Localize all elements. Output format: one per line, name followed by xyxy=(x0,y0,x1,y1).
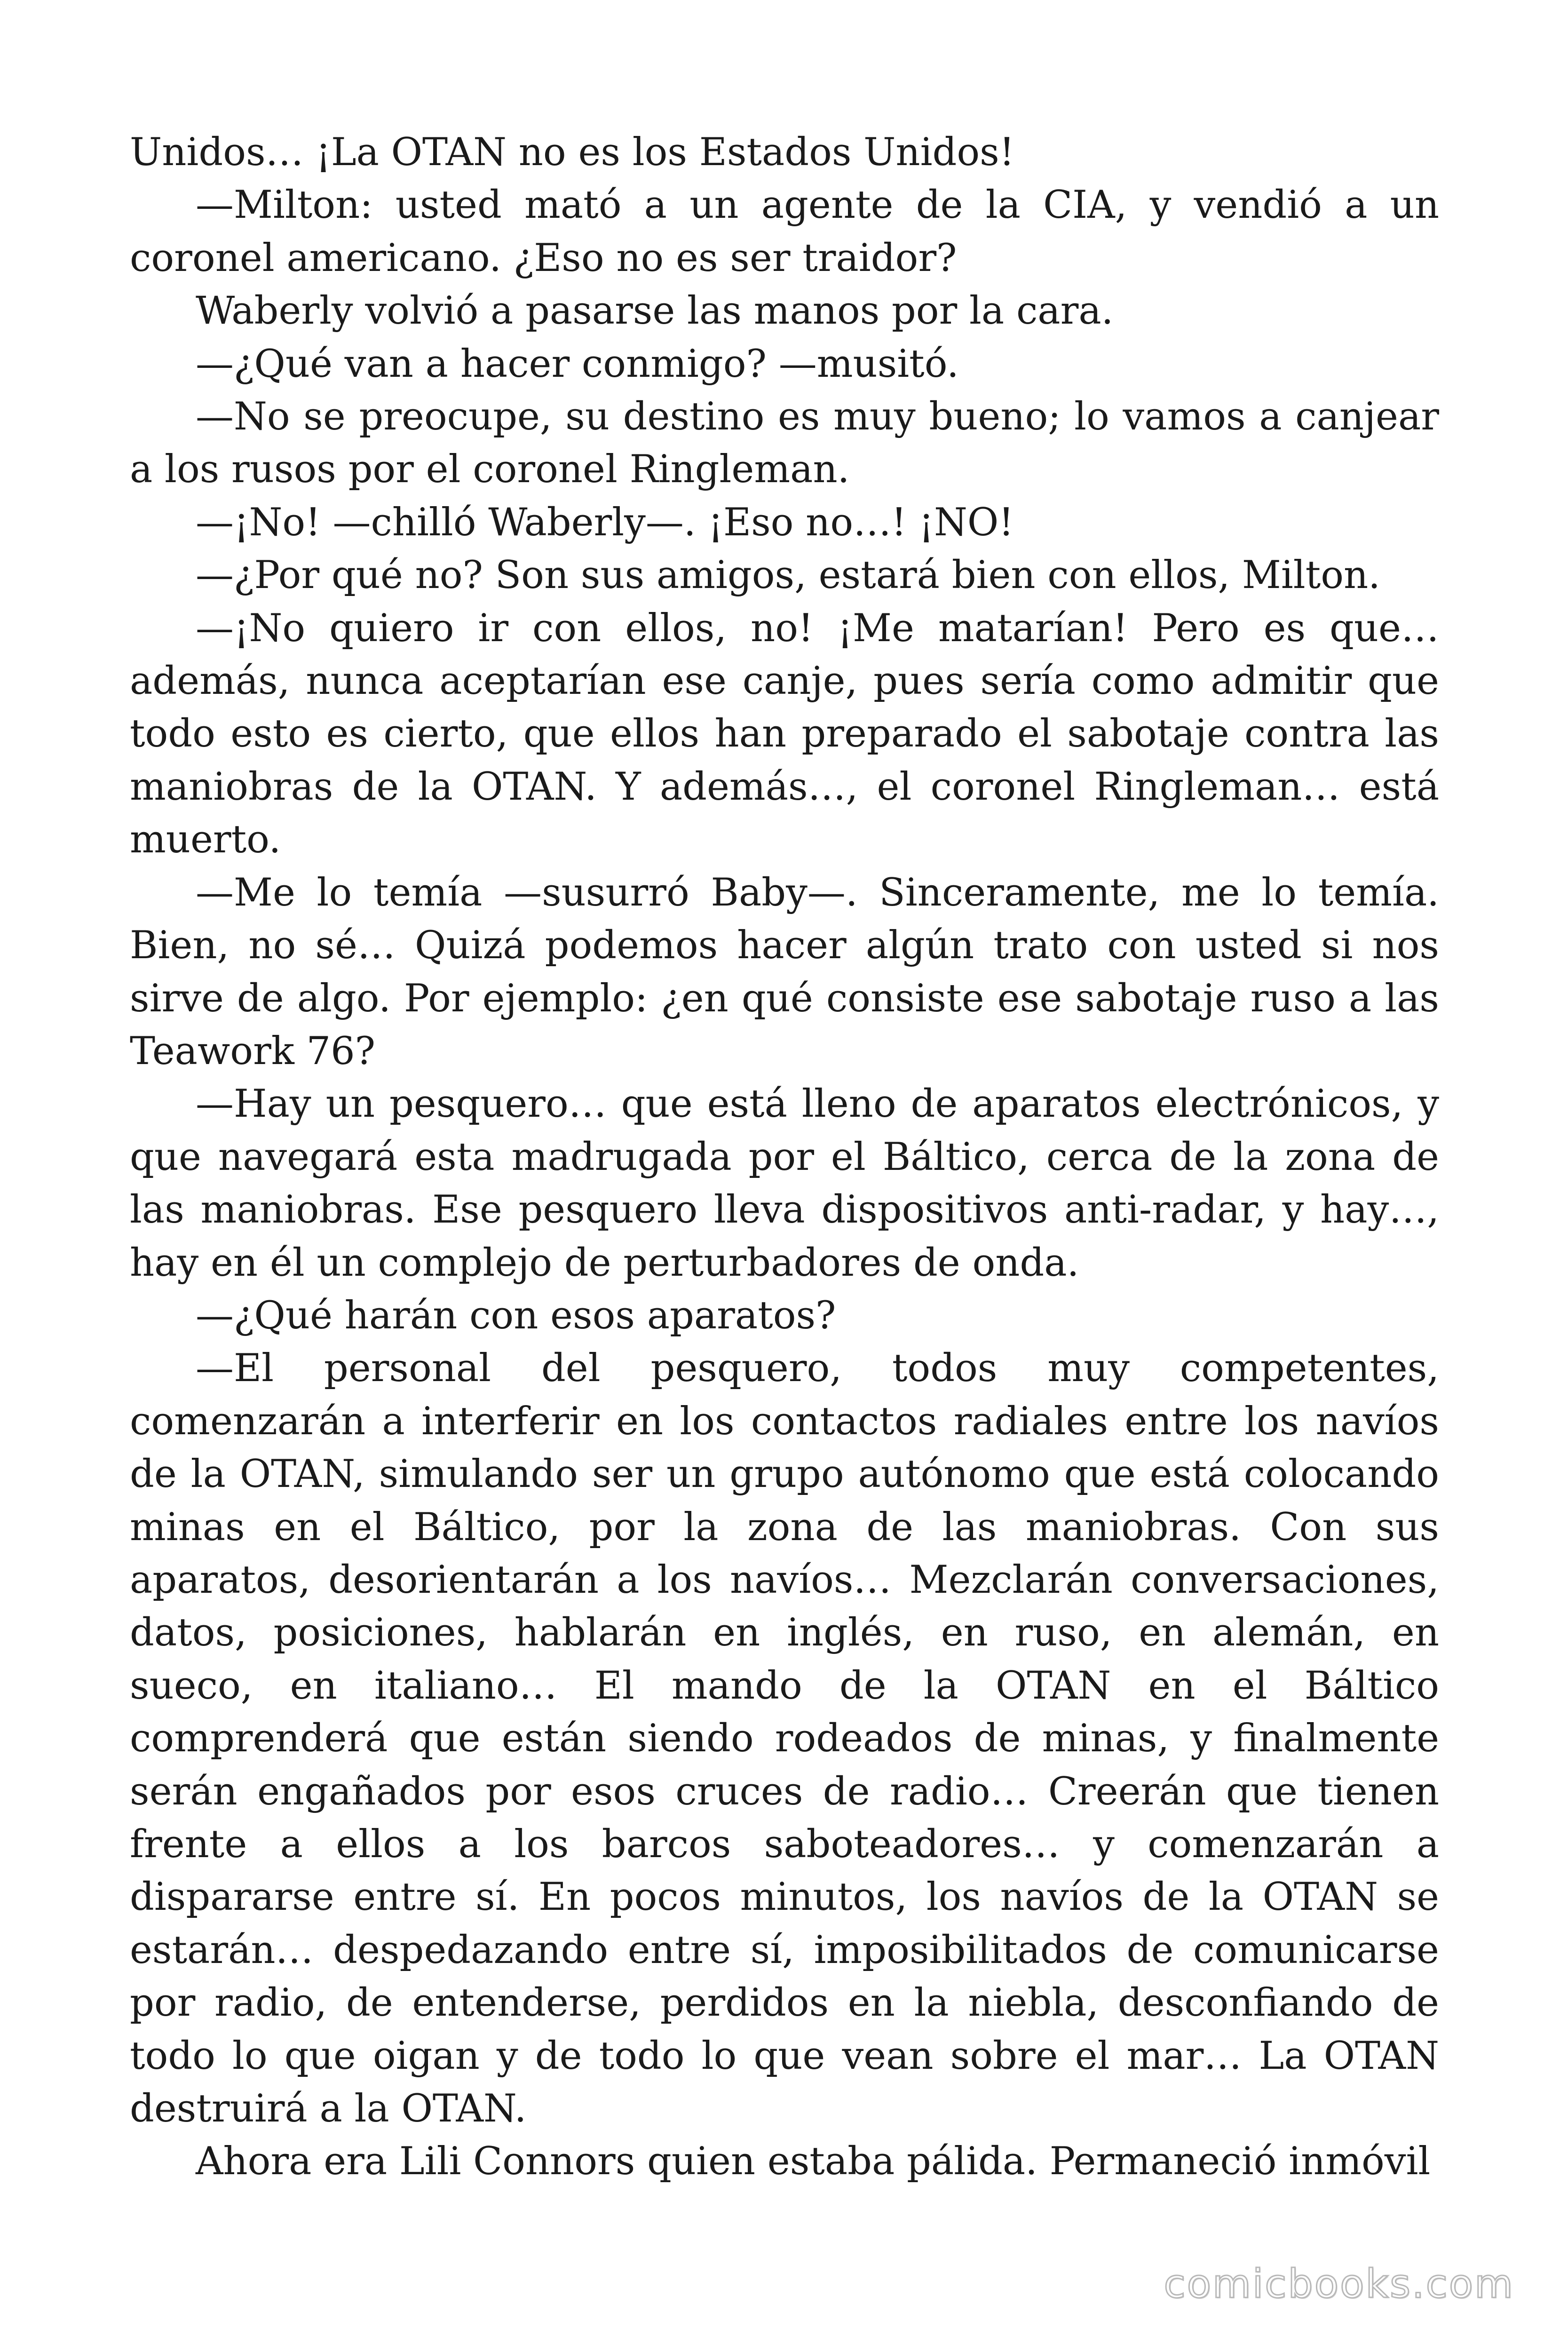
paragraph: —¡No! —chilló Waberly—. ¡Eso no…! ¡NO! xyxy=(196,500,1014,545)
watermark-logo: comicbooks.com xyxy=(1164,2261,1514,2307)
paragraph: Waberly volvió a pasarse las manos por la cara. xyxy=(196,289,1114,334)
paragraph: —No se preocupe, su destino es muy bueno; lo vamos a canjear a los rusos por el coronel Ringleman. xyxy=(130,395,1439,492)
paragraph: —Milton: usted mató a un agente de la CIA, y vendió a un coronel americano. ¿Eso no es ser traidor? xyxy=(130,183,1439,280)
paragraph: —¿Por qué no? Son sus amigos, estará bien con ellos, Milton. xyxy=(196,553,1380,598)
paragraph: —¡No quiero ir con ellos, no! ¡Me matarían! Pero es que… además, nunca aceptarían ese canje, pues sería como admitir que todo esto es cierto, que ellos han preparado el sabotaje contra las maniobras de la OTAN. Y además…, el coronel Ringleman… está muerto. xyxy=(130,606,1439,862)
paragraph: —Me lo temía —susurró Baby—. Sinceramente, me lo temía. Bien, no sé… Quizá podemos hacer algún trato con usted si nos sirve de algo. Por ejemplo: ¿en qué consiste ese sabotaje ruso a las Teawork 76? xyxy=(130,870,1439,1073)
paragraph: —El personal del pesquero, todos muy competentes, comenzarán a interferir en los contactos radiales entre los navíos de la OTAN, simulando ser un grupo autónomo que está colocando minas en el Báltico, por la zona de las maniobras. Con sus aparatos, desorientarán a los navíos… Mezclarán conversaciones, datos, posiciones, hablarán en inglés, en ruso, en alemán, en sueco, en italiano… El mando de la OTAN en el Báltico comprenderá que están siendo rodeados de minas, y finalmente serán engañados por esos cruces de radio… Creerán que tienen frente a ellos a los barcos saboteadores… y comenzarán a dispararse entre sí. En pocos minutos, los navíos de la OTAN se estarán… despedazando entre sí, imposibilitados de comunicarse por radio, de entenderse, perdidos en la niebla, desconfiando de todo lo que oigan y de todo lo que vean sobre el mar… La OTAN destruirá a la OTAN. xyxy=(130,1346,1439,2131)
paragraph: —¿Qué harán con esos aparatos? xyxy=(196,1293,836,1338)
paragraph: —¿Qué van a hacer conmigo? —musitó. xyxy=(196,342,959,386)
paragraph: Unidos… ¡La OTAN no es los Estados Unidos! xyxy=(130,130,1015,175)
paragraph: Ahora era Lili Connors quien estaba pálida. Permaneció inmóvil xyxy=(196,2139,1431,2184)
paragraph: —Hay un pesquero… que está lleno de aparatos electrónicos, y que navegará esta madrugada por el Báltico, cerca de la zona de las maniobras. Ese pesquero lleva dispositivos anti-radar, y hay…, hay en él un complejo de perturbadores de onda. xyxy=(130,1082,1439,1285)
page-text xyxy=(130,126,1439,2188)
